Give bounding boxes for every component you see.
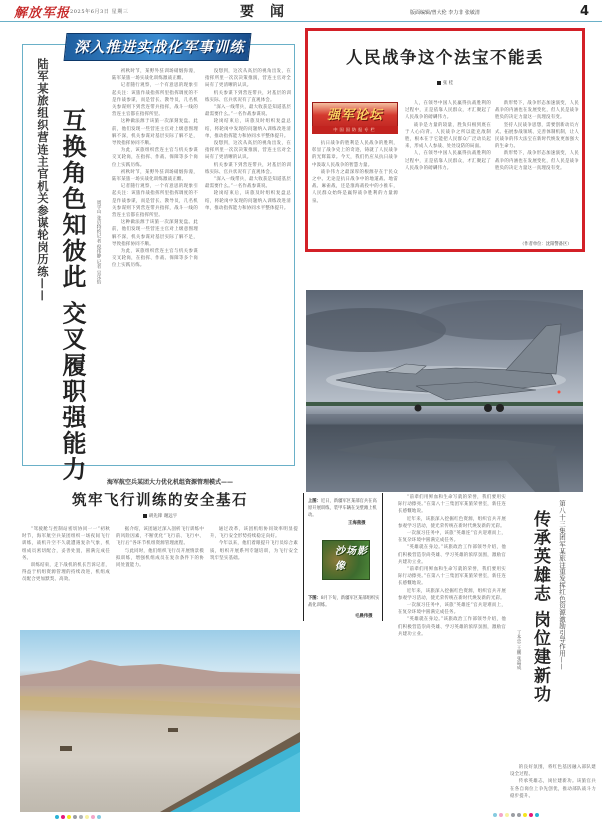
registration-dot: [511, 813, 515, 817]
article-column-1: 初秋时节，某野外驻训场硝烟弥漫，陆军某旅一场实战化训练激战正酣。 记者随行观察，一个有意思的现象引起关注：该旅作战指挥所里指挥调度的不是作战参谋，而是营长、教导员，几名机关参谋则下到营连带兵指挥，战斗一线的营连主官都在指挥所里。 这种做法源于该旅一次深刻复盘。此前，他们发现一些营连主官对上级意图理解不深，机关参谋对基层实际了解不足，导致指挥协同不顺。 为此，该旅组织营连主官与机关参谋交叉轮岗，在指挥、作战、保障等多个岗位上实践历练。 初秋时节，某野外驻训场硝烟弥漫，陆军某旅一场实战化训练激战正酣。 记者随行观察，一个有意思的现象引起关注：该旅作战指挥所里指挥调度的不是作战参谋，而是营长、教导员，几名机关参谋则下到营连带兵指挥，战斗一线的营连主官都在指挥所里。 这种做法源于该旅一次深刻复盘。此前，他们发现一些营连主官对上级意图理解不深，机关参谋对基层实际了解不足，导致指挥协同不顺。 为此，该旅组织营连主官与机关参谋交叉轮岗，在指挥、作战、保障等多个岗位上实践历练。: [112, 69, 198, 269]
article-column-1: “驾驶舱与控制站密切协同一一”初秋时节，海军航空兵某团组织一场夜间飞行训练，战机升空不久就遭遇复杂气象，机组成员密切配合，妥善处置，圆满完成任务。 训练结束，走下战机的机长告诉记者，得益于机组资源管理的持续改进，机组成员配合更加默契、高效。: [22, 527, 110, 583]
fighter-jet-illustration: [306, 290, 583, 492]
issue-date: 2025年6月3日 星期三: [70, 9, 129, 15]
article-column-2: 没想到，这次从高层的视角出发，在指挥所里一次次决策推演，营连主官对全局有了更清晰的认识。 机关参谋下到营连带兵，对基层的训练实际、官兵状况有了直观体会。 “深入一线带兵，最大收获是知道基层最需要什么。”一名作战参谋说。 轮岗结束后，该旅及时组织复盘总结，将轮岗中发现的问题纳入训练改进清单，推动指挥能力和协同水平整体提升。 没想到，这次从高层的视角出发，在指挥所里一次次决策推演，营连主官对全局有了更清晰的认识。 机关参谋下到营连带兵，对基层的训练实际、官兵状况有了直观体会。 “深入一线带兵，最大收获是知道基层最需要什么。”一名作战参谋说。 轮岗结束后，该旅及时组织复盘总结，将轮岗中发现的问题纳入训练改进清单，推动指挥能力和协同水平整体提升。: [205, 69, 291, 211]
registration-dot: [61, 815, 65, 819]
fighter-jet-photo: [306, 290, 583, 492]
article-column-3: 通过改革，该团机组协同效率明显提升，飞行安全形势持续稳定向好。 今年以来，他们着眼提升飞行员综合素质，组织开展系列专题培训，为飞行安全筑牢坚实基础。: [210, 527, 298, 561]
registration-dot: [79, 815, 83, 819]
article-byline: 丁本忠 王鹏 张福成: [516, 630, 521, 670]
forum-badge-subtitle: 中国国防报专栏: [312, 126, 398, 134]
caption-bottom: 下图：8月下旬，新疆军区某部组织实战化训练。: [308, 596, 380, 608]
registration-dot: [517, 813, 521, 817]
article-byline: 胡先锋 谢远宇: [20, 513, 300, 519]
caption-top: 上图：近日，新疆军区某部官兵在高原开展训练，装甲车辆在戈壁滩上机动。: [308, 499, 377, 518]
color-registration-marks-right: [493, 813, 539, 817]
registration-dot: [55, 815, 59, 819]
editorial-column-3: 新形势下，战争形态加速演变，人民战争的内涵也在发展变化，但人民是战争胜负的决定力量这一真理没有变。 坚持人民战争思想，需要创新动员方式、拓展参战领域、完善体制机制，让人民战争的伟大法宝在新时代焕发更加强大的生命力。 新形势下，战争形态加速演变，人民战争的内涵也在发展变化，但人民是战争胜负的决定力量这一真理没有变。: [495, 101, 579, 171]
article-headline: 传承英雄志 岗位建新功: [530, 510, 550, 704]
article-column-1: “前辈们用鲜血和生命写就的荣誉，我们要用实际行动擦亮。”在第八十三集团军某旅荣誉室，新任连长感慨地说。 近年来，该旅深入挖掘红色资源，组织官兵开展参观学习活动，使光荣传统在新时代焕发新的光彩。 一次演习任务中，该旅“英雄连”官兵迎难而上，在复杂环境中圆满完成任务。 “英雄就在身边。”该旅政治工作部领导介绍，他们积极营造崇尚英雄、学习英雄的浓厚氛围，激励官兵建功立业。 “前辈们用鲜血和生命写就的荣誉，我们要用实际行动擦亮。”在第八十三集团军某旅荣誉室，新任连长感慨地说。 近年来，该旅深入挖掘红色资源，组织官兵开展参观学习活动，使光荣传统在新时代焕发新的光彩。 一次演习任务中，该旅“英雄连”官兵迎难而上，在复杂环境中圆满完成任务。 “英雄就在身边。”该旅政治工作部领导介绍，他们积极营造崇尚英雄、学习英雄的浓厚氛围，激励官兵建功立业。: [398, 495, 506, 637]
editorial-column-1: 抗日战争的胜利是人民战争的胜利，彰显了战争史上的奇迹，铸就了人民战争的光辉篇章。今天，我们仍应从抗日战争中汲取人民战争的智慧力量。 战争伟力之最深厚的根源存在于民众之中。无论是抗日战争中的地道战、地雷战、麻雀战，还是淮海战役中的小推车，人民群众始终是赢得战争胜利的力量源泉。: [312, 141, 398, 204]
forum-badge-title: 强军论坛: [326, 108, 383, 123]
article-kicker: 海军航空兵某团大力优化机组资源管理模式——: [106, 479, 233, 486]
registration-dot: [499, 813, 503, 817]
editorial-author: 张 桂: [305, 80, 585, 86]
registration-dot: [523, 813, 527, 817]
registration-dot: [91, 815, 95, 819]
article-kicker: 陆军某旅组织营连主官机关参谋轮岗历练——: [36, 58, 50, 302]
editorial-author-note: （作者单位：沈阳警备区）: [520, 242, 572, 247]
article-headline: 互换角色知彼此 交叉履职强能力: [58, 108, 86, 483]
registration-dot: [67, 815, 71, 819]
registration-dot: [529, 813, 533, 817]
newspaper-logo: 解放军报: [14, 6, 71, 21]
caption-bottom-credit: 毛晨伟摄: [355, 614, 373, 619]
plateau-training-photo: [20, 630, 300, 812]
registration-dot: [535, 813, 539, 817]
registration-dot: [505, 813, 509, 817]
registration-dot: [493, 813, 497, 817]
plateau-landscape-illustration: [20, 630, 300, 812]
article-kicker: 第八十三集团军某旅注重发挥红色资源激励引导作用——: [558, 500, 566, 670]
topic-banner-text: 深入推进实战化军事训练: [74, 40, 245, 56]
sandlot-image-badge-text: 沙场影像: [335, 546, 368, 572]
editorial-title: 人民战争这个法宝不能丢: [346, 48, 544, 67]
article-byline: 周学山 张启特约记者 倪伟静 记者 吴乐怡: [96, 200, 101, 285]
editorial-column-2: 人，在领导中国人民赢得抗战胜利的过程中，正是依靠人民群众，才汇聚起了人民战争的磅礴伟力。 战争是力量的较量，胜负归根到底在于人心向背。人民战争之所以能克敌制胜，根本在于它能把人民群众广泛动员起来，形成人人参战、处处设防的局面。 人，在领导中国人民赢得抗战胜利的过程中，正是依靠人民群众，才汇聚起了人民战争的磅礴伟力。: [405, 101, 491, 171]
page-number: 4: [580, 4, 590, 19]
article-headline: 筑牢飞行训练的安全基石: [72, 493, 248, 509]
caption-top-credit: 王海燕摄: [348, 521, 366, 526]
section-title: 要闻: [240, 4, 300, 20]
registration-dot: [85, 815, 89, 819]
article-column-2: 据介绍，该团通过深入剖析飞行训练中的风险因素，不断优化“飞行前、飞行中、飞行后”各环节机组资源管理流程。 与此同时，他们组织飞行员开展情景模拟训练，增强机组成员在复杂条件下的协同处置能力。: [116, 527, 204, 569]
article-column-2: 的良好氛围，将红色基因融入部队建设全过程。 传承英雄志，岗位建新功。该旅官兵在各自岗位上争先创优，推动部队战斗力稳步提升。: [510, 765, 596, 799]
registration-dot: [73, 815, 77, 819]
registration-dot: [97, 815, 101, 819]
color-registration-marks-left: [55, 815, 101, 819]
page-editors: 版面编辑/曾大伦 李力非 张敏清: [410, 10, 480, 16]
